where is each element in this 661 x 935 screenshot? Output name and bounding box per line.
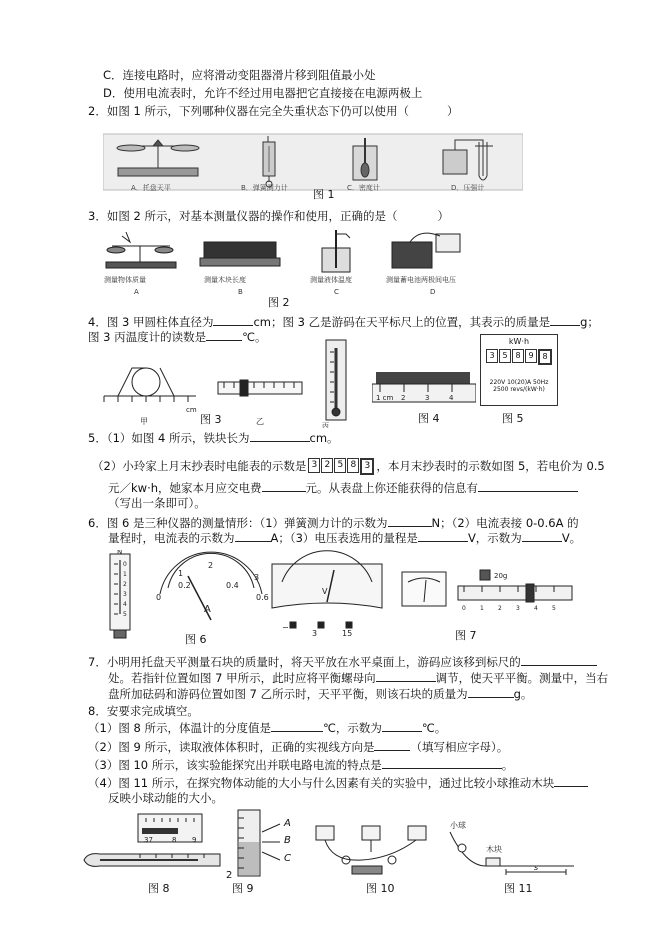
q5-blank-length[interactable] <box>250 430 310 442</box>
fig9-option-a: A <box>284 818 291 829</box>
q4-text-1c: g； <box>580 315 599 329</box>
fig2-label-b: 测量木块长度 <box>204 276 246 284</box>
q8-text-1b: ℃，示数为 <box>322 721 382 735</box>
q8-text-3a: （3）图 10 所示，该实验能探究出并联电路电流的特点是 <box>88 758 382 772</box>
q1-option-c: C．连接电路时，应将滑动变阻器滑片移到阻值最小处 <box>103 68 376 82</box>
q7-text-3a: 盘所加砝码和游码位置如图 7 乙所示时，天平平衡，则该石块的质量为 <box>108 687 468 701</box>
q2-close: ） <box>446 104 459 118</box>
q6-text-2c: V，示数为 <box>467 531 522 545</box>
q3-stem <box>88 209 449 223</box>
q5-digit: 3 <box>308 458 320 473</box>
q8-sub4-line2: 反映小球动能的大小。 <box>108 791 223 805</box>
fig2-label-c: 测量液体温度 <box>310 276 352 284</box>
fig11-distance-label: s <box>534 863 539 872</box>
q5-text-2d: 元。从表盘上你还能获得的信息有 <box>305 481 479 495</box>
q5-text-1b: cm。 <box>309 431 339 445</box>
fig3-caption: 图 3 <box>200 413 222 426</box>
q6-blank-current[interactable] <box>235 530 271 542</box>
figure-9 <box>228 808 308 878</box>
q5-part2-line3: （写出一条即可）。 <box>108 496 206 510</box>
q4-text-2b: ℃。 <box>242 330 267 344</box>
fig5-digit: 9 <box>525 349 537 363</box>
q5-text-2b: ，本月末抄表时的示数如图 5，若电价为 0.5 <box>376 459 605 473</box>
fig3-bing-thermometer <box>326 340 346 420</box>
fig5-caption: 图 5 <box>502 412 524 425</box>
fig1-label-a: A．托盘天平 <box>131 184 171 192</box>
q5-previous-reading <box>308 458 374 475</box>
fig9-option-c: C <box>284 853 291 864</box>
q5-digit: 5 <box>334 458 346 473</box>
fig6-spring-tick: 1 <box>123 571 127 578</box>
fig6-spring-scale <box>110 554 130 638</box>
q5-digit: 2 <box>321 458 333 473</box>
fig6-ammeter-outer: 3 <box>254 573 260 582</box>
q2-stem-text: 2．如图 1 所示，下列哪种仪器在完全失重状态下仍可以使用（ <box>88 104 409 118</box>
q5-digit: 8 <box>347 458 359 473</box>
fig6-spring-tick: 0 <box>123 561 127 568</box>
fig6-volt-terminal: 3 <box>312 629 318 638</box>
fig1-label-d: D．压强计 <box>451 184 485 192</box>
fig5-spec-2: 2500 revs/(kW·h) <box>493 386 545 393</box>
fig3-unit: cm <box>186 406 197 414</box>
figure-10 <box>312 822 432 878</box>
figure-5-meter <box>480 334 558 406</box>
q8-blank-sightline[interactable] <box>374 739 410 751</box>
q6-blank-force[interactable] <box>388 515 432 527</box>
q7-text-3b: g。 <box>513 687 533 701</box>
fig1-label-c: C．密度计 <box>347 184 380 192</box>
q8-text-1a: （1）图 8 所示，体温计的分度值是 <box>88 721 271 735</box>
q5-part1 <box>88 430 339 445</box>
fig7-weights-scale <box>458 570 572 602</box>
fig2-battery-voltmeter <box>392 233 460 268</box>
fig5-digit: 3 <box>486 349 498 363</box>
fig8-tick: 37 <box>144 836 153 844</box>
fig11-block-label: 木块 <box>486 845 502 854</box>
fig2-letter-d: D <box>430 288 436 296</box>
fig5-unit: kW·h <box>508 337 530 346</box>
fig6-spring-tick: 3 <box>123 591 127 598</box>
q8-blank-parallel-rule[interactable] <box>382 757 502 769</box>
fig6-spring-tick: 4 <box>123 601 127 608</box>
fig5-digit: 8 <box>538 349 552 365</box>
q5-text-2a: （2）小玲家上月末抄表时电能表的示数是 <box>92 459 307 473</box>
q8-stem: 8．安要求完成填空。 <box>88 704 199 718</box>
q6-blank-range[interactable] <box>418 530 468 542</box>
fig9-caption: 图 9 <box>232 882 254 895</box>
q5-blank-fee[interactable] <box>262 480 306 492</box>
fig6-spring-tick: 2 <box>123 581 127 588</box>
fig7-tick: 1 <box>480 605 484 612</box>
fig6-ammeter-outer: 2 <box>208 561 214 570</box>
fig2-letter-c: C <box>334 288 339 296</box>
fig7-tick: 5 <box>552 605 556 612</box>
fig7-pointer-dial <box>402 572 446 606</box>
fig11-caption: 图 11 <box>504 882 533 895</box>
fig4-tick-3: 3 <box>425 394 430 402</box>
q6-text-2a: 量程时，电流表的示数为 <box>108 531 235 545</box>
fig6-ammeter-tick: 0.4 <box>226 581 239 590</box>
fig7-tick: 0 <box>462 605 466 612</box>
figure-7 <box>398 562 578 626</box>
fig4-tick-4: 4 <box>449 394 454 402</box>
fig3-yi-scale <box>218 380 302 396</box>
fig7-tick: 3 <box>516 605 520 612</box>
q4-blank-diameter[interactable] <box>213 314 253 326</box>
fig4-tick-2: 2 <box>401 394 406 402</box>
fig2-label-d: 测量蓄电池两极间电压 <box>386 276 456 284</box>
q7-line3 <box>108 686 532 701</box>
figure-2 <box>100 228 472 296</box>
fig8-caption: 图 8 <box>148 882 170 895</box>
q8-text-2a: （2）图 9 所示，读取液体体积时，正确的实视线方向是 <box>88 740 375 754</box>
fig6-volt-terminal: − <box>282 623 289 632</box>
fig6-volt-terminal: 15 <box>342 629 353 638</box>
q8-blank-reading[interactable] <box>382 720 422 732</box>
q5-part2-line1 <box>92 458 605 475</box>
fig8-thermometer-body <box>84 854 220 867</box>
q7-blank-direction[interactable] <box>376 670 436 682</box>
q2-stem <box>88 104 458 118</box>
q7-blank-position[interactable] <box>521 654 597 666</box>
q8-sub3 <box>88 757 513 772</box>
q5-digit: 3 <box>360 458 374 475</box>
q7-line1 <box>88 654 597 669</box>
q1-option-d: D．使用电流表时，允许不经过用电器把它直接接在电源两极上 <box>103 86 423 100</box>
q3-stem-text: 3．如图 2 所示，对基本测量仪器的操作和使用，正确的是（ <box>88 209 398 223</box>
fig3-label-bing: 丙 <box>322 422 329 428</box>
fig6-ammeter-letter: A <box>204 604 211 615</box>
q4-text-1b: cm；图 3 乙是游码在天平标尺上的位置，其表示的质量是 <box>253 315 551 329</box>
q7-text-1a: 7．小明用托盘天平测量石块的质量时，将天平放在水平桌面上，游码应该移到标尺的 <box>88 655 521 669</box>
fig5-digit: 5 <box>499 349 511 363</box>
q7-text-2b: 调节，使天平平衡。测量中，当右 <box>435 671 609 685</box>
fig5-digit: 8 <box>512 349 524 363</box>
fig6-volt-letter: V <box>322 587 328 596</box>
q6-line2 <box>108 530 581 545</box>
q4-blank-mass[interactable] <box>550 314 580 326</box>
q7-text-2a: 处。若指针位置如图 7 甲所示，此时应将平衡螺母向 <box>108 671 376 685</box>
page-number: 2 <box>226 870 233 881</box>
fig2-label-a: 测量物体质量 <box>104 276 146 284</box>
fig2-letter-b: B <box>238 288 243 296</box>
q8-sub4-line1 <box>88 775 588 790</box>
fig8-tick: 9 <box>192 836 197 844</box>
fig4-tick-1: 1 cm <box>376 394 394 402</box>
fig6-ammeter-tick: 0.6 <box>256 593 269 602</box>
q7-line2 <box>108 670 608 685</box>
fig4-caption: 图 4 <box>418 412 440 425</box>
fig2-beaker-thermometer <box>322 230 350 272</box>
figure-6 <box>106 550 396 640</box>
fig7-tick: 4 <box>534 605 538 612</box>
fig5-spec-1: 220V 10(20)A 50Hz <box>489 379 549 386</box>
fig11-ball-label: 小球 <box>450 821 466 830</box>
fig10-caption: 图 10 <box>366 882 395 895</box>
q5-part2-line2 <box>108 480 578 495</box>
fig2-letter-a: A <box>134 288 139 296</box>
figure-8 <box>80 812 226 878</box>
q8-sub2 <box>88 739 508 754</box>
q6-text-2b: A；（3）电压表选用的量程是 <box>270 531 418 545</box>
q6-text-1b: N；（2）电流表接 0-0.6A 的 <box>431 516 579 530</box>
q3-close: ） <box>437 209 449 223</box>
q5-text-2c: 元／kw·h，她家本月应交电费 <box>108 481 262 495</box>
fig6-ammeter-outer: 1 <box>178 569 184 578</box>
q8-blank-distance[interactable] <box>554 775 588 787</box>
fig3-label-jia: 甲 <box>140 417 148 426</box>
q8-sub1 <box>88 720 446 735</box>
q6-text-1a: 6．图 6 是三种仪器的测量情形：（1）弹簧测力计的示数为 <box>88 516 388 530</box>
q8-text-1c: ℃。 <box>421 721 447 735</box>
fig2-caption: 图 2 <box>268 296 290 309</box>
figure-11 <box>446 820 578 876</box>
q6-line1 <box>88 515 579 530</box>
q7-blank-mass[interactable] <box>468 686 514 698</box>
q8-blank-division[interactable] <box>271 720 323 732</box>
q8-text-3b: 。 <box>501 758 514 772</box>
q5-text-1a: 5．（1）如图 4 所示，铁块长为 <box>88 431 250 445</box>
fig1-label-b: B．弹簧测力计 <box>241 184 288 192</box>
fig7-weight-label: 20g <box>494 572 508 580</box>
q4-text-1a: 4．图 3 甲圆柱体直径为 <box>88 315 214 329</box>
q6-text-2d: V。 <box>561 531 582 545</box>
q8-text-4a: （4）图 11 所示，在探究物体动能的大小与什么因素有关的实验中，通过比较小球推动木块 <box>88 776 555 790</box>
q6-blank-voltage[interactable] <box>522 530 562 542</box>
figure-3 <box>100 338 368 428</box>
fig9-option-b: B <box>284 835 291 846</box>
figure-4 <box>372 372 476 404</box>
fig1-caption: 图 1 <box>313 188 335 201</box>
fig6-caption: 图 6 <box>185 633 207 646</box>
fig6-ammeter-tick: 0.2 <box>178 581 191 590</box>
q4-line1 <box>88 314 599 329</box>
q4-text-2a: 图 3 丙温度计的读数是 <box>88 330 207 344</box>
fig2-balance <box>106 232 176 268</box>
fig5-digits <box>481 349 557 365</box>
fig6-spring-tick: 5 <box>123 611 127 618</box>
fig2-ruler-block <box>200 242 280 266</box>
fig3-jia-ruler <box>104 368 196 402</box>
fig7-caption: 图 7 <box>455 629 477 642</box>
q8-text-2b: （填写相应字母）。 <box>410 740 509 754</box>
fig8-tick: 8 <box>172 836 177 844</box>
fig6-ammeter-tick: 0 <box>156 593 162 602</box>
fig6-spring-unit: N <box>117 550 123 556</box>
fig7-tick: 2 <box>498 605 502 612</box>
q5-blank-info[interactable] <box>478 480 578 492</box>
fig3-label-yi: 乙 <box>256 417 264 426</box>
